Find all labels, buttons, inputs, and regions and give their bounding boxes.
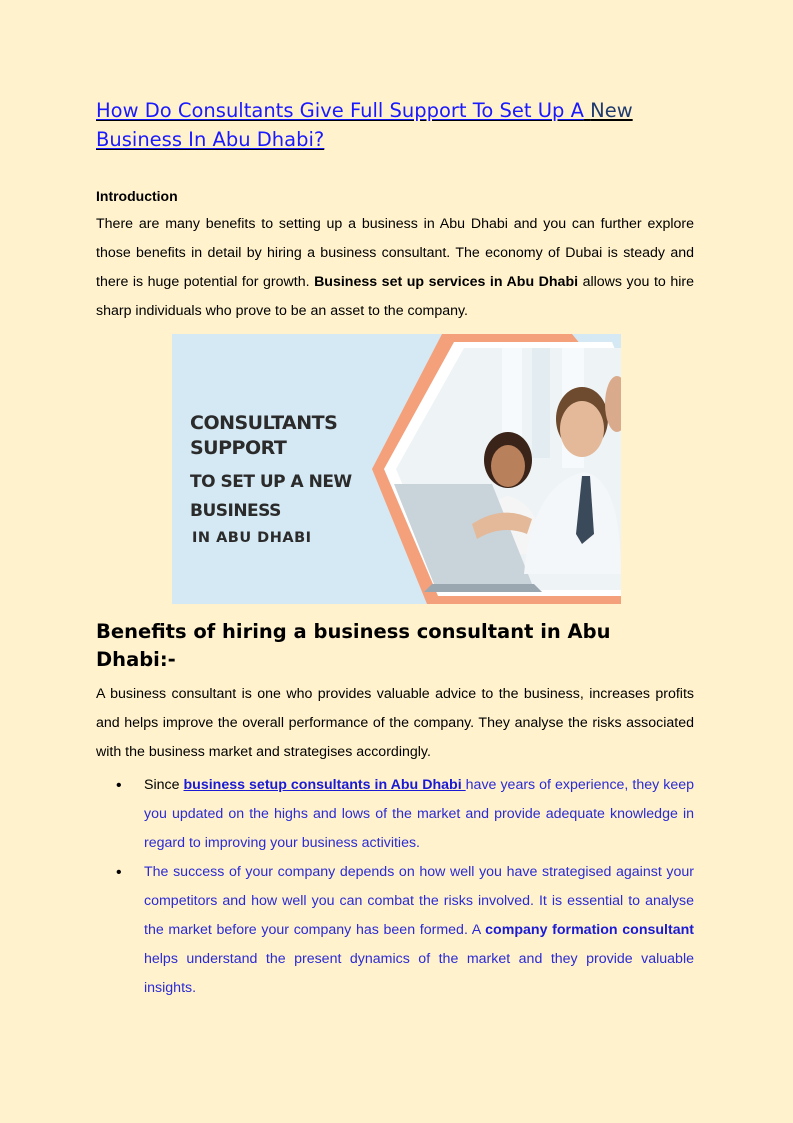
intro-paragraph bbox=[96, 210, 694, 326]
intro-text: There are many benefits to setting up a business in Abu Dhabi and you can further explore those benefits in detail by hiring a business consultant. The economy of Dubai is steady and there is huge potential for growth. bbox=[96, 216, 694, 290]
title-link-text: How Do Consultants Give Full Support To Set Up A bbox=[96, 99, 584, 122]
hero-line-5: IN ABU DHABI bbox=[192, 530, 312, 546]
title-link-line2[interactable] bbox=[96, 128, 324, 151]
page-title bbox=[96, 96, 694, 154]
hero-image bbox=[172, 334, 621, 604]
hero-illustration bbox=[172, 334, 621, 604]
list-item-lead: Since bbox=[144, 777, 184, 793]
bullet-icon: • bbox=[116, 864, 122, 881]
benefits-list bbox=[96, 771, 694, 1003]
title-line2-text: Business In Abu Dhabi? bbox=[96, 128, 325, 151]
title-dark-word: New bbox=[590, 99, 633, 122]
list-item bbox=[96, 858, 694, 1003]
intro-bold-phrase: Business set up services in Abu Dhabi bbox=[314, 274, 579, 290]
hero-line-4: BUSINESS bbox=[190, 501, 281, 521]
benefits-paragraph: A business consultant is one who provides valuable advice to the business, increases profits and helps improve the overall performance of the company. They analyse the risks associated with the business market and strategises accordingly. bbox=[96, 686, 694, 760]
document-body bbox=[96, 96, 694, 1003]
hero-line-2: SUPPORT bbox=[190, 437, 287, 459]
bullet-icon: • bbox=[116, 777, 122, 794]
list-item-text: The success of your company depends on how well you have strategised against your competitors and how well you can combat the risks involved. It is essential to analyse the market before your company has been formed. A bbox=[144, 864, 694, 938]
consultants-link[interactable]: business setup consultants in Abu Dhabi bbox=[183, 777, 466, 793]
list-item-bold-phrase: company formation consultant bbox=[485, 922, 694, 938]
title-link[interactable] bbox=[96, 99, 584, 122]
list-item bbox=[96, 771, 694, 858]
hero-line-3: TO SET UP A NEW bbox=[190, 472, 352, 492]
benefits-heading: Benefits of hiring a business consultant in Abu Dhabi:- bbox=[96, 620, 611, 671]
hero-line-1: CONSULTANTS bbox=[190, 412, 338, 434]
list-item-text-end: helps understand the present dynamics of the market and they provide valuable insights. bbox=[144, 951, 694, 996]
list-item-text: have years of experience, they keep you updated on the highs and lows of the market and provide adequate knowledge in regard to improving your business activities. bbox=[144, 777, 694, 851]
intro-text-end: allows you to hire sharp individuals who prove to be an asset to the company. bbox=[96, 274, 694, 319]
intro-heading: Introduction bbox=[96, 188, 178, 204]
